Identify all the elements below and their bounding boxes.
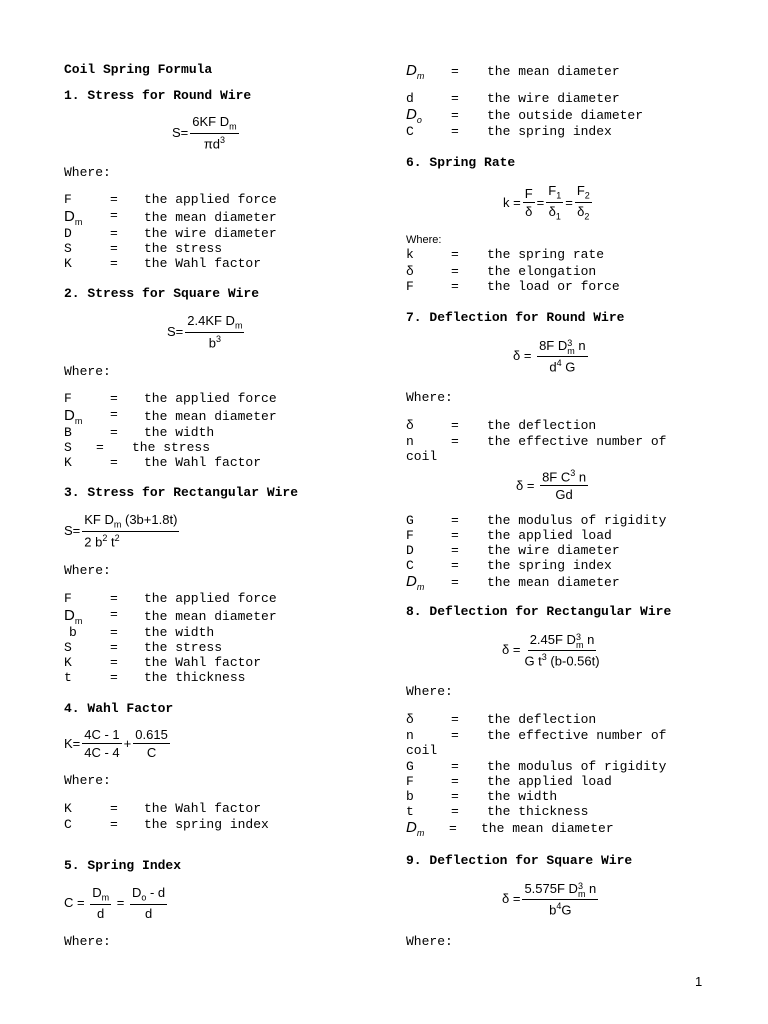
formula-spring-rate: k = $\frac{F}{\delta}$ = $\frac{F_1}{\delta_1}$ = $\frac{F_2}{\delta_2}$ [503,183,590,222]
section-heading: 6. Spring Rate [406,155,516,170]
where-label: Where: [64,563,111,578]
where-label: Where: [406,684,453,699]
where-label: Where: [406,234,442,246]
formula-stress-rectangular-wire: S= $\frac{KF D_m (3b+1.8t)}{2 b^2 t^2}$ [64,512,178,549]
page-number: 1 [695,974,703,989]
formula-deflection-round-wire-index: δ = $\frac{8F C^3 n}{Gd}$ [516,468,587,503]
formula-deflection-square-wire: δ = 5.575F D 3 m n $b^4G$ [502,880,597,917]
formula-wahl-factor: K= $\frac{4C - 1}{4C - 4}$ + $\frac{0.615}{C}$ [64,727,168,760]
where-label: Where: [406,390,453,405]
section-heading: 7. Deflection for Round Wire [406,310,625,325]
section-heading: 8. Deflection for Rectangular Wire [406,604,672,619]
where-label: Where: [64,934,111,949]
where-label: Where: [64,364,111,379]
section-heading: 3. Stress for Rectangular Wire [64,485,299,500]
section-heading: 4. Wahl Factor [64,701,174,716]
section-heading: 2. Stress for Square Wire [64,286,260,301]
formula-deflection-round-wire: δ = 8F D 3 m n $d^4$ G [513,337,586,374]
formula-stress-square-wire: S= $\frac{2.4KF D_m}{b^3}$ [167,313,243,350]
section-heading: 1. Stress for Round Wire [64,88,252,103]
formula-deflection-rectangular-wire: δ = 2.45F D 3 m n G $t^3$ (b-0.56t) [502,631,600,668]
section-heading: 9. Deflection for Square Wire [406,853,633,868]
where-label: Where: [64,165,111,180]
formula-stress-round-wire: S= $\frac{6KF D_m}{\pi d^3}$ [172,114,237,151]
page-title: Coil Spring Formula [64,62,213,77]
where-label: Where: [64,773,111,788]
where-label: Where: [406,934,453,949]
section-heading: 5. Spring Index [64,858,182,873]
formula-spring-index: C = $\frac{D_m}{d}$ = $\frac{D_o - d}{d}$ [64,885,166,921]
